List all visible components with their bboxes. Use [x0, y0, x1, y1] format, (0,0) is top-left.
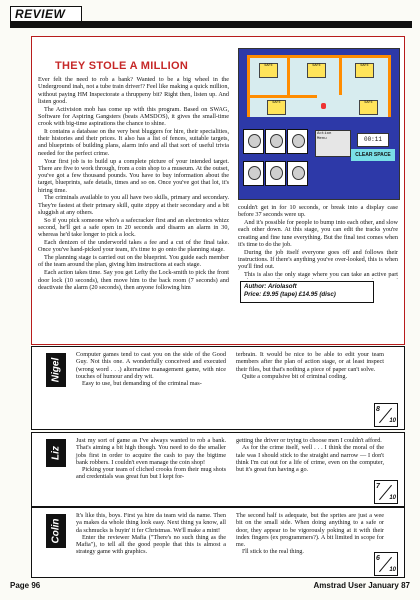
review-column-right: [236, 512, 384, 556]
review-column-right: [236, 351, 384, 380]
price-line: Price: £9.95 (tape) £14.95 (disc): [244, 291, 336, 298]
reviewer-name-tag: [46, 514, 66, 548]
paragraph: Picking your team of cliched crooks from their mug shots and credentials was great fun but I kept for-: [76, 466, 226, 481]
safe-icon: SAFE: [359, 100, 378, 115]
paragraph: The Activision mob has come up with this program. Based on SWAG, Software for Aspiring Gangsters (beats AMSDOS), it gives the small-time crook with big-time aspirations the chance to shine.: [38, 105, 229, 128]
blueprint-view: [247, 55, 391, 117]
safe-icon: SAFE: [307, 63, 326, 78]
rating-score: 8: [376, 406, 380, 413]
paragraph: getting the driver or trying to choose men I couldn't afford.: [236, 437, 382, 444]
rating-badge: [374, 480, 398, 504]
rating-badge: [374, 403, 398, 427]
section-tab: REVIEW: [10, 6, 82, 22]
reviewer-name: Liz: [50, 446, 62, 460]
reviewer-box: [31, 346, 405, 430]
credits-box: [240, 281, 374, 303]
article-column-left: [38, 76, 229, 341]
crook-sprite-icon: [321, 103, 326, 109]
paragraph: The second half is adequate, but the sprites are just a wee bit on the small side. When doing anything to a safe or door, they appear to be vigorously poking at it with their index fingers (ex programmers?). A bit limited in scope for me.: [236, 512, 384, 549]
paragraph: During the job itself everyone goes off and follows their instructions. If there's anything you've over-looked, this is when you'll find out.: [238, 248, 398, 271]
rating-badge: [374, 552, 398, 576]
blueprint-wall: [388, 55, 391, 117]
safe-icon: SAFE: [355, 63, 374, 78]
timer-readout: 00:11: [357, 133, 389, 147]
safe-icon: SAFE: [267, 100, 286, 115]
reviewer-name: Colin: [50, 518, 62, 544]
blueprint-wall: [247, 95, 317, 98]
review-column-right: [236, 437, 384, 473]
review-column-left: [76, 512, 226, 556]
header-rule: [10, 21, 412, 28]
rating-max: 10: [389, 567, 396, 573]
reviewer-box: [31, 507, 405, 578]
issue-label: Amstrad User January 87: [313, 581, 410, 590]
crook-portrait-icon: [287, 161, 308, 186]
blueprint-wall: [247, 55, 391, 58]
paragraph: The planning stage is carried out on the blueprint. You guide each member of the team around the plan, giving him instructions at each stage.: [38, 254, 229, 269]
paragraph: Each denizen of the underworld takes a fee and a cut of the final take. Once you've hand-picked your team, it's time to go onto the planning stage.: [38, 239, 229, 254]
article-headline: THEY STOLE A MILLION: [55, 60, 189, 72]
rating-max: 10: [389, 418, 396, 424]
paragraph: couldn't get in for 10 seconds, or break into a display case before 37 seconds were up.: [238, 204, 398, 219]
action-label: Action: [317, 132, 332, 136]
reviewer-name-tag: [46, 353, 66, 387]
rating-score: 7: [376, 483, 380, 490]
paragraph: Your first job is to build up a complete picture of your intended target. There are five to work through, from a coin shop to a museum. At the outset, you've got a few thousand pounds. You have to buy information about the target, blueprints, safe details, times and so on. Once you've got that lot, it's hiring time.: [38, 157, 229, 194]
page-number: Page 96: [10, 581, 41, 590]
crook-portrait-icon: [265, 129, 286, 154]
paragraph: This is also the only stage where you can take an active part: [244, 271, 398, 279]
paragraph: I'll stick to the real thing.: [242, 548, 304, 556]
blueprint-wall: [339, 55, 342, 95]
author-line: Author: Ariolasoft: [244, 283, 297, 290]
paragraph: Each action takes time. Say you get Lefty the Lock-smith to pick the front door lock (10 seconds), then move him to the back room (7 seconds) and deactivate the alarm (20 seconds), then anyone following him: [38, 269, 229, 291]
safe-icon: SAFE: [259, 63, 278, 78]
paragraph: It's like this, boys. First ya hire da team wid da name. Then ya makes da whole thing look easy. Next thing ya know, all da schmucks is buyin' it fer Christmas. We'll make a mint!: [76, 512, 226, 534]
blueprint-wall: [287, 55, 290, 95]
review-column-left: [76, 437, 226, 481]
paragraph: Just my sort of game as I've always wanted to rob a bank. That's aiming a bit high though. You need to do the smaller jobs first in order to acquire the cash to pay the bigtime bank robbers. I couldn't even manage the coin shop!: [76, 437, 226, 466]
paragraph: It contains a database on the very best bluggers for hire, their specialities, their histories and their prices. It also has a list of fences, suitable targets, and blueprints of building plans, alarm info and all that sort of useful trivia needed for the perfect crime.: [38, 127, 229, 157]
rating-max: 10: [389, 495, 396, 501]
clear-space-label: CLEAR SPACE: [351, 149, 395, 161]
reviewer-name: Nigel: [50, 357, 62, 383]
game-screenshot: [238, 48, 400, 200]
crook-portrait-icon: [265, 161, 286, 186]
paragraph: Ever felt the need to rob a bank? Wanted to be a big wheel in the Underground inah, not a tube train driver!? Feel like making a quick million, without paying HM Inspectorate a thruppeny bit? Right then, listen up. And listen good.: [38, 76, 229, 105]
paragraph: As for the crime itself, well . . . I think the moral of the tale was I should stick to the straight and narrow — I don't think I'm cut out for a life of crime, even on the computer, but it's great fun having a go.: [236, 444, 384, 474]
crook-portrait-icon: [287, 129, 308, 154]
blueprint-wall: [247, 55, 250, 117]
review-column-left: [76, 351, 226, 387]
article-column-right: [238, 204, 398, 279]
menu-label: Menu: [317, 137, 327, 141]
paragraph: The criminals available to you all have two skills, primary and secondary. They're fastest at their primary skill, quite zippy at their secondary and a bit sluggish at any others.: [38, 194, 229, 216]
paragraph: So if you pick someone who's a safecracker first and an electronics whizz second, he'll get a safe open in 20 seconds and disarm an alarm in 30, whereas he'd take longer to pick a lock.: [38, 216, 229, 239]
paragraph: And it's possible for people to bump into each other, and slow each other down. At this stage, you can edit the tracks you're creating and fine tune everything. But the final test comes when it's time to do the job.: [238, 219, 398, 248]
crook-portrait-icon: [243, 161, 264, 186]
reviewer-box: [31, 432, 405, 507]
reviewer-name-tag: [46, 439, 66, 467]
paragraph: Enter the reviewer Mafia ("There's no such thing as the Mafia"), to tell all the good people that this is almost a strategy game with graphics.: [76, 533, 226, 556]
paragraph: Easy to use, but demanding of the criminal mas-: [82, 380, 202, 388]
crook-portrait-icon: [243, 129, 264, 154]
paragraph: terbrain. It would be nice to be able to edit your team members after the plan of action stage, or at least inspect their files, but that's nothing a piece of paper can't solve.: [236, 351, 384, 373]
paragraph: Quite a compulsive bit of criminal coding.: [242, 372, 347, 380]
action-menu: [315, 130, 351, 157]
rating-score: 6: [376, 555, 380, 562]
paragraph: Computer games tend to cast you on the side of the Good Guy. Not this one. A wonderfully conceived and executed (wrong word . . .) alternative management game, with nice touches of humour and dry wit.: [76, 351, 226, 380]
